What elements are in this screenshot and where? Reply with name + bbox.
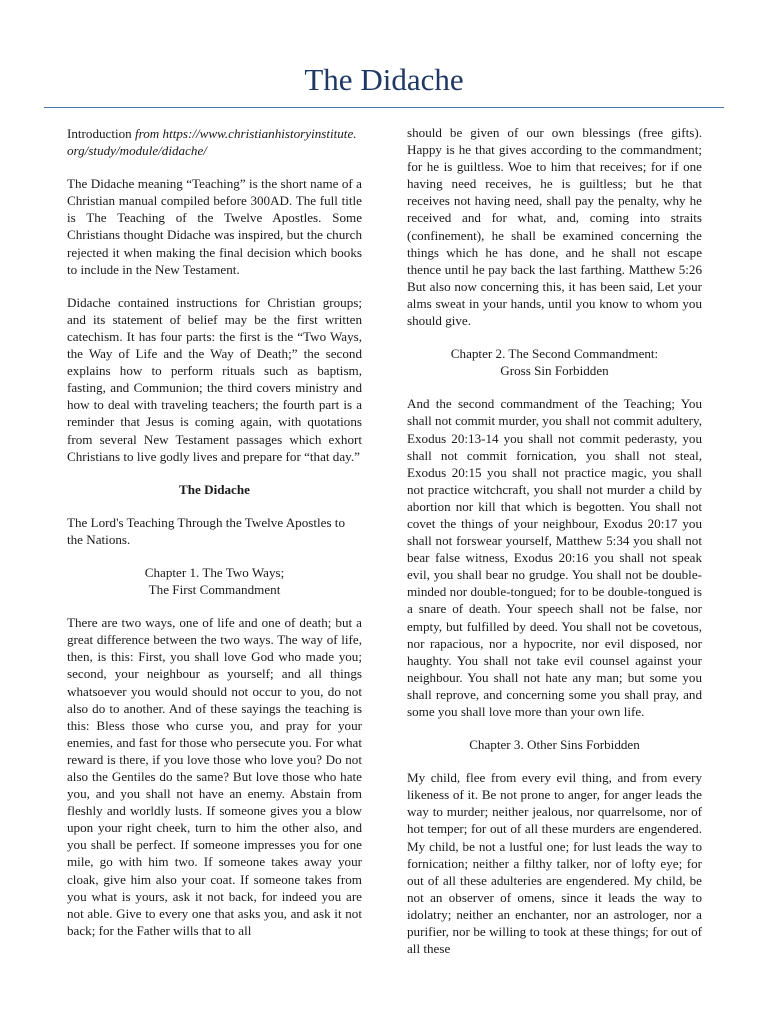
chapter-1-heading — [67, 564, 362, 598]
chapter-1-body: There are two ways, one of life and one of death; but a great difference between the two ways. The way of life, then, is this: First, you shall love God who made you; second, your neighbour as yourself; and all things whatsoever you would should not occur to you, do not also do to another. And of these sayings the teaching is this: Bless those who curse you, and pray for your enemies, and fast for those who persecute you. For what reward is there, if you love those who love you? Do not also the Gentiles do the same? But love those who hate you, and you shall not have an enemy. Abstain from fleshly and worldly lusts. If someone gives you a blow upon your right cheek, turn to him the other also, and you shall be perfect. If someone impresses you for one mile, go with him two. If someone takes away your cloak, give him also your coat. If someone takes from you what is yours, ask it not back, for indeed you are not able. Give to every one that asks you, and ask it not back; for the Father wills that to all — [67, 615, 362, 938]
chapter-2-heading — [407, 345, 702, 379]
chapter-2-title: Chapter 2. The Second Commandment: — [450, 346, 659, 362]
paragraph-contents: Didache contained instructions for Christian groups; and its statement of belief may be the first written catechism. It has four parts: the first is the “Two Ways, the Way of Life and the Way of Death;” the second explains how to perform rituals such as baptism, fasting, and Communion; the third covers ministry and how to deal with traveling teachers; the fourth part is a reminder that Jesus is coming again, with quotations from several New Testament passages which exhort Christians to live godly lives and prepare for “that day.” — [67, 294, 362, 464]
chapter-1-continuation: should be given of our own blessings (free gifts). Happy is he that gives according to the commandment; for he is guiltless. Woe to him that receives; for if one having need receives, he is guiltless; but he that receives not having need, shall pay the penalty, why he received and for what, and, coming into straits (confinement), he shall be examined concerning the things which he has done, and he shall not escape thence until he pay back the last farthing. Matthew 5:26 But also now concerning this, it has been said, Let your alms sweat in your hands, until you know to whom you should give. — [407, 125, 702, 329]
right-column — [407, 124, 702, 973]
chapter-1-subtitle: The First Commandment — [148, 582, 281, 598]
chapter-2-body: And the second commandment of the Teaching; You shall not commit murder, you shall not commit adultery, Exodus 20:13-14 you shall not commit pederasty, you shall not commit fornication, you shall not steal, Exodus 20:15 you shall not practice magic, you shall not practice witchcraft, you shall not murder a child by abortion nor kill that which is begotten. You shall not covet the things of your neighbour, Exodus 20:17 you shall not forswear yourself, Matthew 5:34 you shall not bear false witness, Exodus 20:16 you shall not speak evil, you shall bear no grudge. You shall not be double-minded nor double-tongued; for to be double-tongued is a snare of death. Your speech shall not be false, nor empty, but fulfilled by deed. You shall not be covetous, nor rapacious, nor a hypocrite, nor evil disposed, nor haughty. You shall not take evil counsel against your neighbour. You shall not hate any man; but some you shall reprove, and concerning some you shall pray, and some you shall love more than your own life. — [407, 396, 702, 719]
chapter-2-subtitle: Gross Sin Forbidden — [500, 363, 609, 379]
section-heading: The Didache — [179, 481, 250, 497]
title-divider — [44, 107, 724, 108]
intro-label: Introduction — [67, 126, 136, 141]
chapter-1-title: Chapter 1. The Two Ways; — [144, 564, 285, 580]
document-title: The Didache — [304, 62, 464, 97]
chapter-3-body: My child, flee from every evil thing, and from every likeness of it. Be not prone to anger, for anger leads the way to murder; neither jealous, nor quarrelsome, nor of hot temper; for out of all these murders are engendered. My child, be not a lustful one; for lust leads the way to fornication; neither a filthy talker, nor of lofty eye; for out of all these adulteries are engendered. My child, be not an observer of omens, since it leads the way to idolatry; neither an enchanter, nor an astrologer, nor a purifier, nor be willing to took at these things; for out of all these — [407, 770, 702, 957]
paragraph-meaning: The Didache meaning “Teaching” is the short name of a Christian manual compiled before 300AD. The full title is The Teaching of the Twelve Apostles. Some Christians thought Didache was inspired, but the church rejected it when making the final decision which books to include in the New Testament. — [67, 176, 362, 277]
intro-paragraph — [67, 125, 362, 159]
intro-source-link[interactable]: from https://www.christianhistoryinstitute.org/study/module/didache/ — [67, 126, 357, 159]
chapter-3-heading: Chapter 3. Other Sins Forbidden — [469, 737, 640, 753]
left-column — [67, 125, 362, 955]
subtitle-paragraph: The Lord's Teaching Through the Twelve Apostles to the Nations. — [67, 514, 345, 547]
